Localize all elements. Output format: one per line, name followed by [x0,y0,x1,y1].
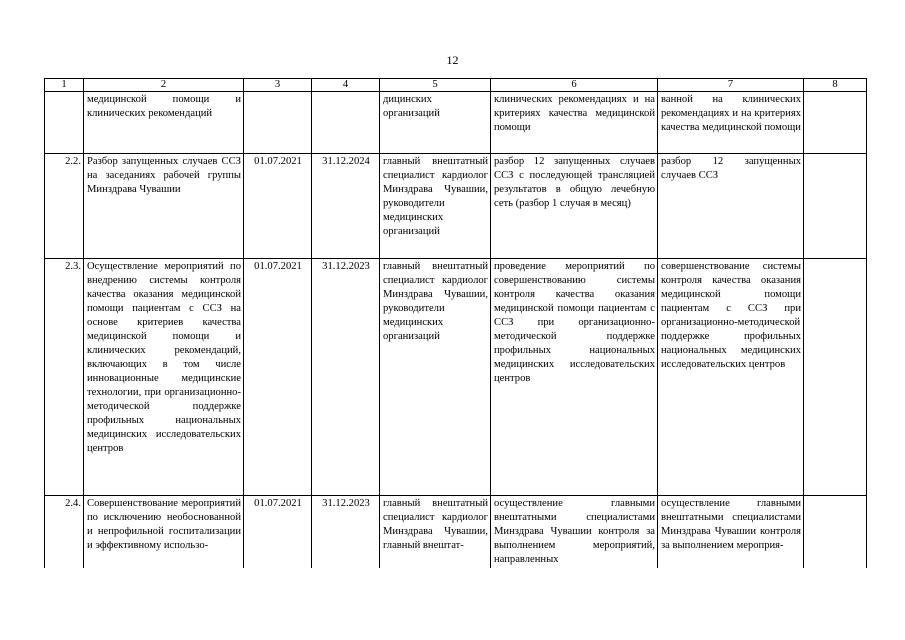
start-date-cell: 01.07.2021 [244,259,312,496]
column-header-2: 2 [84,79,244,92]
column-header-4: 4 [312,79,380,92]
column-header-6: 6 [491,79,658,92]
responsible-cell: главный внештатный специалист кардиолог Минздрава Чувашии, главный внештат- [380,496,491,569]
table-row [45,92,867,154]
start-date-cell: 01.07.2021 [244,496,312,569]
result-cell: клинических рекомендациях и на критериях качества медицинской помощи [491,92,658,154]
row-number: 2.3. [45,259,84,496]
responsible-cell: главный внештатный специалист кардиолог Минздрава Чувашии, руководители медицинских организаций [380,154,491,259]
indicator-cell: ванной на клинических рекомендациях и на критериях качества медицинской помощи [658,92,804,154]
activity-cell: Разбор запущенных случаев ССЗ на заседаниях рабочей группы Минздрава Чувашии [84,154,244,259]
column-header-3: 3 [244,79,312,92]
activity-cell: Совершенствование мероприятий по исключению необоснованной и непрофильной госпитализации и эффективному использо- [84,496,244,569]
column-8-cell [804,92,867,154]
column-8-cell [804,259,867,496]
table-row [45,496,867,569]
page-number: 12 [446,53,459,67]
indicator-cell: разбор 12 запущенных случаев ССЗ [658,154,804,259]
responsible-cell: дицинских организаций [380,92,491,154]
row-number: 2.2. [45,154,84,259]
indicator-cell: осуществление главными внештатными специалистами Минздрава Чувашии контроля за выполнением мероприя- [658,496,804,569]
column-header-8: 8 [804,79,867,92]
row-number [45,92,84,154]
end-date-cell [312,92,380,154]
start-date-cell [244,92,312,154]
table-row [45,154,867,259]
start-date-cell: 01.07.2021 [244,154,312,259]
responsible-cell: главный внештатный специалист кардиолог Минздрава Чувашии, руководители медицинских организаций [380,259,491,496]
result-cell: разбор 12 запущенных случаев ССЗ с последующей трансляцией результатов в общую лечебную сеть (разбор 1 случая в месяц) [491,154,658,259]
column-8-cell [804,154,867,259]
column-header-7: 7 [658,79,804,92]
column-number-row [45,79,867,92]
plan-table [44,78,867,568]
end-date-cell: 31.12.2023 [312,259,380,496]
column-8-cell [804,496,867,569]
result-cell: осуществление главными внештатными специалистами Минздрава Чувашии контроля за выполнением мероприятий, направленных [491,496,658,569]
activity-cell: медицинской помощи и клинических рекомендаций [84,92,244,154]
indicator-cell: совершенствование системы контроля качества оказания медицинской помощи пациентам с ССЗ при организационно-методической поддержке профильных национальных медицинских исследовательских центров [658,259,804,496]
end-date-cell: 31.12.2023 [312,496,380,569]
column-header-5: 5 [380,79,491,92]
activity-cell: Осуществление мероприятий по внедрению системы контроля качества оказания медицинской помощи пациентам с ССЗ на основе критериев качества медицинской помощи и клинических рекомендаций, включающих в том числе инновационные медицинские технологии, при организационно-методической поддержке профильных национальных медицинских исследовательских центров [84,259,244,496]
end-date-cell: 31.12.2024 [312,154,380,259]
result-cell: проведение мероприятий по совершенствованию системы контроля качества оказания медицинской помощи пациентам с ССЗ при организационно-методической поддержке профильных национальных медицинских исследовательских центров [491,259,658,496]
column-header-1: 1 [45,79,84,92]
table-row [45,259,867,496]
row-number: 2.4. [45,496,84,569]
